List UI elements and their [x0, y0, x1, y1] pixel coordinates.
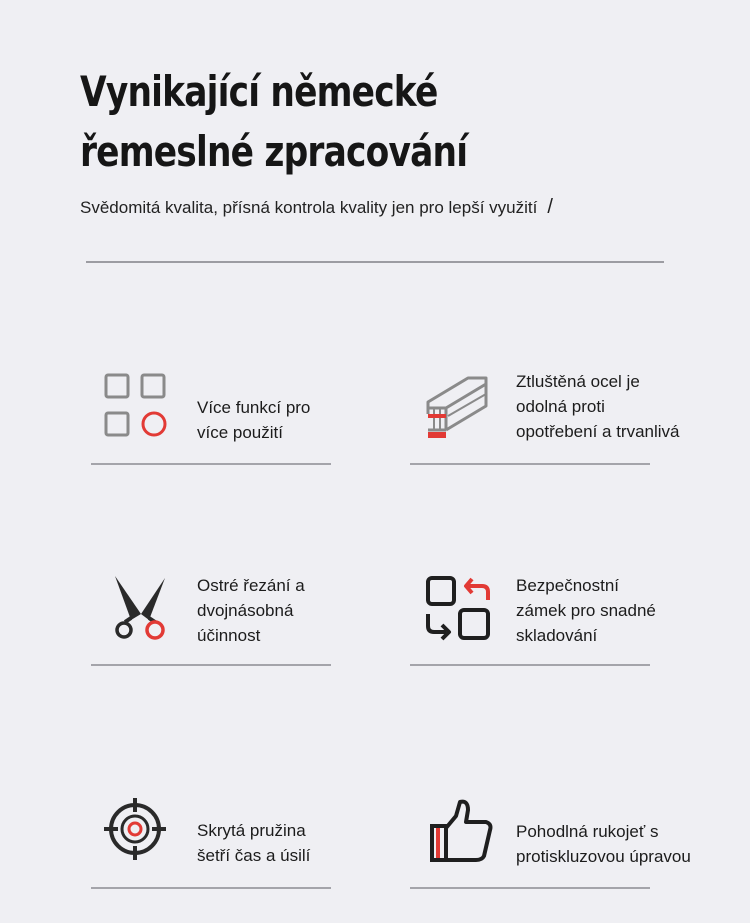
feature-divider — [91, 887, 331, 889]
feature-multifunction — [91, 372, 411, 482]
feature-hidden-spring — [91, 796, 411, 906]
subtitle — [80, 196, 553, 219]
feature-divider — [410, 664, 650, 666]
feature-label: Skrytá pružina šetří čas a úsilí — [197, 821, 311, 865]
feature-thick-steel — [410, 372, 730, 482]
thumbs-up-icon — [430, 796, 510, 876]
subtitle-text: Svědomitá kvalita, přísná kontrola kvality jen pro lepší využití — [80, 198, 538, 217]
feature-label: Ostré řezání a dvojnásobná účinnost — [197, 576, 305, 645]
title-line-2: řemeslné zpracování — [80, 127, 468, 176]
slash-mark: / — [547, 196, 553, 218]
page-title — [80, 62, 588, 182]
title-line-1: Vynikající německé — [80, 67, 438, 116]
feature-sharp-cutting — [91, 574, 411, 684]
feature-divider — [91, 664, 331, 666]
crosshair-icon — [103, 796, 183, 876]
top-divider — [86, 261, 664, 263]
feature-label: Bezpečnostní zámek pro snadné skladování — [516, 576, 656, 645]
feature-comfortable-handle — [410, 796, 730, 906]
feature-safety-lock — [410, 574, 730, 684]
swap-icon — [424, 574, 504, 654]
scissors-icon — [111, 574, 191, 654]
feature-divider — [410, 887, 650, 889]
feature-label: Ztluštěná ocel je odolná proti opotřebení a trvanlivá — [516, 372, 680, 441]
feature-divider — [91, 463, 331, 465]
feature-label: Pohodlná rukojeť s protiskluzovou úpravou — [516, 822, 691, 866]
steel-beam-icon — [422, 372, 502, 452]
feature-divider — [410, 463, 650, 465]
feature-label: Více funkcí pro více použití — [197, 398, 311, 442]
grid-icon — [103, 372, 183, 452]
